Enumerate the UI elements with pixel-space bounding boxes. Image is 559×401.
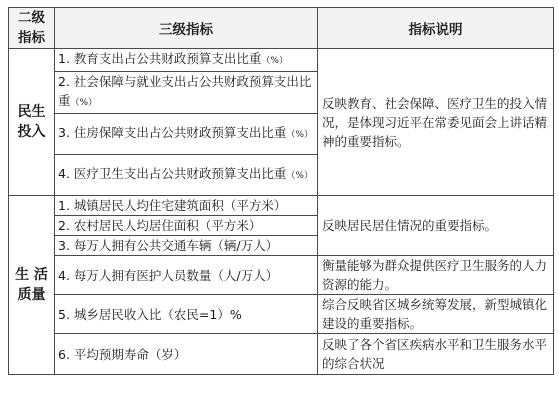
indicator-cell: 5. 城乡居民收入比（农民=1）%: [55, 295, 318, 334]
header-row: [9, 8, 554, 49]
group-description-livelihood: 反映教育、社会保障、医疗卫生的投入情况，是体现习近平在常委见面会上讲话精神的重要指标。: [318, 49, 554, 196]
group-description-housing: 反映居民居住情况的重要指标。: [318, 196, 554, 256]
indicator-cell: 4. 医疗卫生支出占公共财政预算支出比重（%）: [55, 155, 318, 196]
indicator-cell: 2. 社会保障与就业支出占公共财政预算支出比重（%）: [55, 72, 318, 114]
description-urban-rural: 综合反映省区城乡统筹发展，新型城镇化建设的重要指标。: [318, 295, 554, 334]
indicator-cell: 3. 住房保障支出占公共财政预算支出比重（%）: [55, 114, 318, 155]
indicator-cell: 3. 每万人拥有公共交通车辆（辆/万人）: [55, 236, 318, 256]
description-medical-staff: 衡量能够为群众提供医疗卫生服务的人力资源的能力。: [318, 256, 554, 295]
table-row: [9, 334, 554, 375]
header-level2: 二级 指标: [9, 8, 55, 49]
indicator-cell: 1. 城镇居民人均住宅建筑面积（平方米）: [55, 196, 318, 216]
indicator-table: [8, 7, 554, 375]
table-row: [9, 295, 554, 334]
indicator-cell: 1. 教育支出占公共财政预算支出比重（%）: [55, 49, 318, 72]
group-label-quality-of-life: 生 活 质量: [9, 196, 55, 375]
indicator-cell: 4. 每万人拥有医护人员数量（人/万人）: [55, 256, 318, 295]
table-row: [9, 196, 554, 216]
indicator-cell: 2. 农村居民人均居住面积（平方米）: [55, 216, 318, 236]
description-life-expectancy: 反映了各个省区疾病水平和卫生服务水平的综合状况: [318, 334, 554, 375]
group-label-livelihood: 民生 投入: [9, 49, 55, 196]
table-row: [9, 256, 554, 295]
table-row: [9, 49, 554, 72]
header-level3: 三级指标: [55, 8, 318, 49]
header-description: 指标说明: [318, 8, 554, 49]
indicator-cell: 6. 平均预期寿命（岁）: [55, 334, 318, 375]
